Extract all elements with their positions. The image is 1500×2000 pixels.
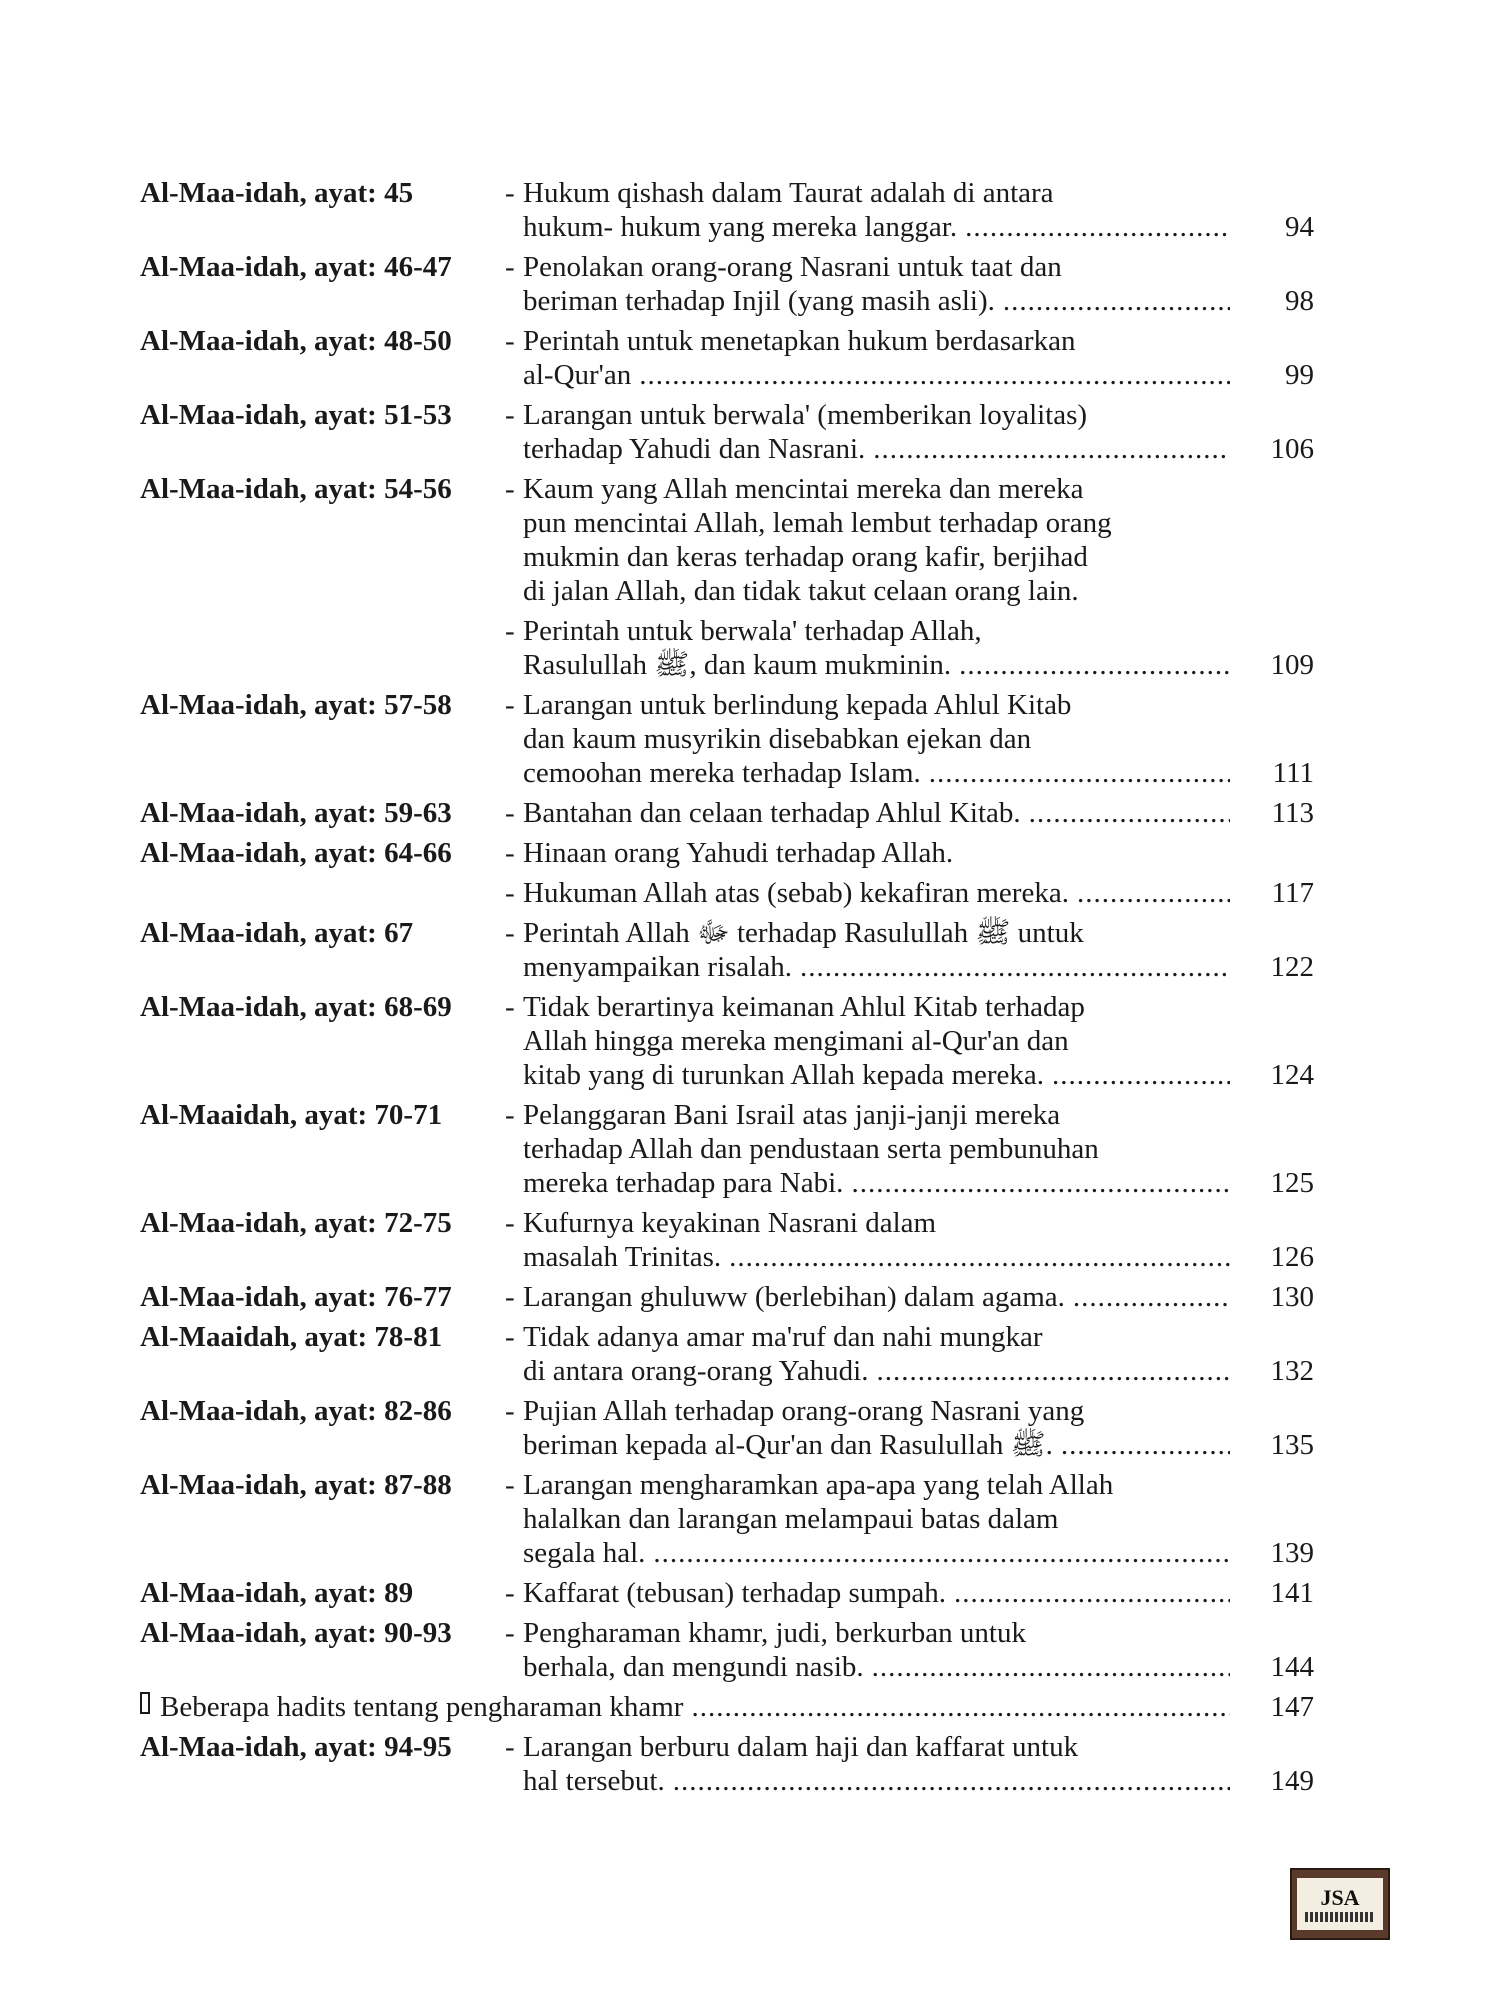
dash-icon: - <box>505 1099 515 1131</box>
toc-item-text: Penolakan orang-orang Nasrani untuk taat dan <box>523 251 1062 283</box>
dash-icon: - <box>505 1469 515 1501</box>
toc-item-line <box>505 250 1320 284</box>
toc-entry-items <box>505 1468 1320 1570</box>
dash-icon <box>505 756 523 790</box>
toc-item-text: beriman kepada al-Qur'an dan Rasulullah ﷺ. <box>523 1429 1053 1461</box>
dash-icon <box>505 284 523 318</box>
toc-item <box>505 1730 1320 1798</box>
dot-leader <box>1003 284 1230 318</box>
toc-item-line <box>505 1468 1320 1502</box>
dash-icon <box>505 506 523 540</box>
toc-entry-label: Al-Maaidah, ayat: 78-81 <box>140 1321 443 1353</box>
toc-entry-items <box>505 472 1320 682</box>
toc-item <box>505 1394 1320 1462</box>
toc-entry-label: Al-Maa-idah, ayat: 72-75 <box>140 1207 452 1239</box>
toc-item-line <box>505 1576 1320 1610</box>
dash-icon <box>505 1536 523 1570</box>
toc-item-text: hukum- hukum yang mereka langgar. <box>523 211 958 243</box>
toc-entry[interactable] <box>140 1616 1320 1684</box>
toc-item-line <box>505 1320 1320 1354</box>
toc-entry-label: Al-Maa-idah, ayat: 94-95 <box>140 1731 452 1763</box>
toc-entry[interactable] <box>140 1468 1320 1570</box>
dash-icon <box>505 1166 523 1200</box>
toc-page-number: 94 <box>1285 211 1314 243</box>
toc-item <box>505 796 1320 830</box>
toc-item-text: Larangan untuk berlindung kepada Ahlul Kitab <box>523 689 1072 721</box>
toc-item-text: Perintah untuk menetapkan hukum berdasarkan <box>523 325 1076 357</box>
toc-item-text: mukmin dan keras terhadap orang kafir, berjihad <box>523 541 1088 573</box>
toc-item-text: pun mencintai Allah, lemah lembut terhadap orang <box>523 507 1112 539</box>
dash-icon: - <box>505 399 515 431</box>
toc-entry[interactable] <box>140 796 1320 830</box>
toc-item-line <box>505 1764 1320 1798</box>
toc-entry-items <box>505 916 1320 984</box>
toc-item <box>505 1616 1320 1684</box>
toc-item-line <box>505 540 1320 574</box>
toc-page-number: 125 <box>1270 1167 1314 1199</box>
toc-item <box>505 836 1320 870</box>
toc-item-text: Allah hingga mereka mengimani al-Qur'an dan <box>523 1025 1069 1057</box>
toc-entry-items <box>505 1576 1320 1610</box>
dash-icon: - <box>505 1617 515 1649</box>
dash-icon: - <box>505 1395 515 1427</box>
toc-page-number: 117 <box>1271 877 1314 909</box>
toc-entry-label: Al-Maaidah, ayat: 70-71 <box>140 1099 443 1131</box>
toc-item-line <box>505 1098 1320 1132</box>
toc-item-text: dan kaum musyrikin disebabkan ejekan dan <box>523 723 1032 755</box>
toc-item <box>505 250 1320 318</box>
toc-item-text: kitab yang di turunkan Allah kepada mereka. <box>523 1059 1045 1091</box>
dash-icon <box>505 540 523 574</box>
toc-page-number: 106 <box>1270 433 1314 465</box>
toc-entry[interactable] <box>140 324 1320 392</box>
toc-page-number: 144 <box>1270 1651 1314 1683</box>
dot-leader <box>877 1354 1231 1388</box>
toc-entry[interactable] <box>140 836 1320 910</box>
dash-icon <box>505 574 523 608</box>
toc-entry[interactable] <box>140 990 1320 1092</box>
dot-leader <box>691 1690 1230 1724</box>
dot-leader <box>872 1650 1230 1684</box>
toc-item-line <box>505 614 1320 648</box>
toc-item-text: hal tersebut. <box>523 1765 665 1797</box>
dash-icon: - <box>505 615 515 647</box>
toc-item <box>505 1468 1320 1570</box>
toc-item <box>505 176 1320 244</box>
dot-leader <box>1029 796 1230 830</box>
dash-icon <box>505 1132 523 1166</box>
toc-entry-items <box>505 398 1320 466</box>
toc-entry-label: Al-Maa-idah, ayat: 54-56 <box>140 473 452 505</box>
toc-entry[interactable] <box>140 1098 1320 1200</box>
dot-leader <box>653 1536 1230 1570</box>
toc-entry-label: Al-Maa-idah, ayat: 68-69 <box>140 991 452 1023</box>
dash-icon: - <box>505 1321 515 1353</box>
toc-item-text: halalkan dan larangan melampaui batas dalam <box>523 1503 1059 1535</box>
toc-page-number: 124 <box>1270 1059 1314 1091</box>
toc-page-number: 132 <box>1270 1355 1314 1387</box>
toc-entry-label: Al-Maa-idah, ayat: 59-63 <box>140 797 452 829</box>
toc-item-line <box>505 1206 1320 1240</box>
dot-leader <box>1077 876 1230 910</box>
dot-leader <box>954 1576 1230 1610</box>
dash-icon <box>505 648 523 682</box>
toc-entry-text: Beberapa hadits tentang pengharaman khamr <box>160 1691 684 1723</box>
toc-entry-label: Al-Maa-idah, ayat: 89 <box>140 1577 414 1609</box>
toc-item-text: Tidak berartinya keimanan Ahlul Kitab terhadap <box>523 991 1085 1023</box>
dot-leader <box>800 950 1230 984</box>
dot-leader <box>959 648 1230 682</box>
toc-item-text: terhadap Allah dan pendustaan serta pembunuhan <box>523 1133 1099 1165</box>
toc-item-text: Hukum qishash dalam Taurat adalah di antara <box>523 177 1054 209</box>
toc-item-text: Larangan mengharamkan apa-apa yang telah Allah <box>523 1469 1114 1501</box>
toc-item-line <box>505 324 1320 358</box>
toc-item-line <box>505 722 1320 756</box>
dot-leader <box>1073 1280 1230 1314</box>
toc-entry-items <box>505 990 1320 1092</box>
toc-item-text: Larangan berburu dalam haji dan kaffarat untuk <box>523 1731 1079 1763</box>
dash-icon: - <box>505 325 515 357</box>
dash-icon <box>505 1502 523 1536</box>
toc-item-line <box>505 1536 1320 1570</box>
toc-entry-label: Al-Maa-idah, ayat: 67 <box>140 917 414 949</box>
toc-item-line <box>505 432 1320 466</box>
toc-item-text: al-Qur'an <box>523 359 632 391</box>
toc-page-number: 147 <box>1270 1691 1314 1723</box>
dash-icon: - <box>505 1207 515 1239</box>
toc-item-text: Tidak adanya amar ma'ruf dan nahi mungkar <box>523 1321 1043 1353</box>
dot-leader <box>929 756 1230 790</box>
toc-page-number: 122 <box>1270 951 1314 983</box>
toc-item-line <box>505 1166 1320 1200</box>
toc-item-line <box>505 836 1320 870</box>
toc-item-text: Bantahan dan celaan terhadap Ahlul Kitab. <box>523 797 1021 829</box>
toc-item-line <box>505 358 1320 392</box>
toc-item-line <box>505 916 1320 950</box>
toc-entry-items <box>505 836 1320 910</box>
toc-page-number: 135 <box>1270 1429 1314 1461</box>
toc-item-text: mereka terhadap para Nabi. <box>523 1167 844 1199</box>
toc-item-text: masalah Trinitas. <box>523 1241 722 1273</box>
dot-leader <box>673 1764 1230 1798</box>
toc-entry-items <box>505 688 1320 790</box>
toc-item-text: Hukuman Allah atas (sebab) kekafiran mereka. <box>523 877 1069 909</box>
toc-entry-items <box>505 1098 1320 1200</box>
toc-entry-items <box>505 176 1320 244</box>
toc-entry-items <box>505 1730 1320 1798</box>
toc-entry-items <box>505 1206 1320 1274</box>
toc-item-line <box>505 796 1320 830</box>
toc-item-text: Pelanggaran Bani Israil atas janji-janji mereka <box>523 1099 1061 1131</box>
toc-item-line <box>505 1650 1320 1684</box>
toc-item <box>505 614 1320 682</box>
toc-entry-label: Al-Maa-idah, ayat: 57-58 <box>140 689 452 721</box>
toc-item-text: Pengharaman khamr, judi, berkurban untuk <box>523 1617 1026 1649</box>
dash-icon: - <box>505 689 515 721</box>
toc-entry[interactable] <box>140 1320 1320 1388</box>
toc-entry[interactable] <box>140 1394 1320 1462</box>
toc-entry-label: Al-Maa-idah, ayat: 51-53 <box>140 399 452 431</box>
dash-icon <box>505 1764 523 1798</box>
dot-leader <box>1061 1428 1230 1462</box>
logo-pattern-icon <box>1305 1912 1375 1922</box>
toc-item-text: Kaffarat (tebusan) terhadap sumpah. <box>523 1577 947 1609</box>
toc-entry-label: Al-Maa-idah, ayat: 64-66 <box>140 837 452 869</box>
toc-item-line <box>505 648 1320 682</box>
toc-page-number: 99 <box>1285 359 1314 391</box>
toc-page-number: 139 <box>1270 1537 1314 1569</box>
dash-icon: - <box>505 917 515 949</box>
toc-entry-items <box>505 1320 1320 1388</box>
toc-page-number: 98 <box>1285 285 1314 317</box>
toc-item-text: Larangan ghuluww (berlebihan) dalam agama. <box>523 1281 1065 1313</box>
toc-item-text: segala hal. <box>523 1537 646 1569</box>
toc-page-number: 141 <box>1270 1577 1314 1609</box>
dash-icon: - <box>505 797 515 829</box>
toc-entry[interactable] <box>140 176 1320 244</box>
toc-item-text: Rasulullah ﷺ, dan kaum mukminin. <box>523 649 952 681</box>
toc-entry-items <box>505 1616 1320 1684</box>
toc-item-text: Kufurnya keyakinan Nasrani dalam <box>523 1207 937 1239</box>
toc-item-line <box>505 1428 1320 1462</box>
dot-leader <box>851 1166 1230 1200</box>
toc-item-line <box>505 1394 1320 1428</box>
dash-icon <box>505 722 523 756</box>
dash-icon: - <box>505 1281 515 1313</box>
toc-entry[interactable] <box>140 1280 1320 1314</box>
toc-item-text: berhala, dan mengundi nasib. <box>523 1651 864 1683</box>
toc-item-line <box>505 950 1320 984</box>
toc-item-text: Kaum yang Allah mencintai mereka dan mereka <box>523 473 1084 505</box>
toc-item <box>505 916 1320 984</box>
checkbox-square-icon <box>140 1692 150 1714</box>
toc-item <box>505 1320 1320 1388</box>
dash-icon: - <box>505 877 515 909</box>
toc-page-number: 126 <box>1270 1241 1314 1273</box>
toc-entry[interactable] <box>140 1576 1320 1610</box>
dash-icon <box>505 950 523 984</box>
dash-icon <box>505 1354 523 1388</box>
dash-icon <box>505 1428 523 1462</box>
toc-item-line <box>505 472 1320 506</box>
toc-item <box>505 1576 1320 1610</box>
toc-item <box>505 990 1320 1092</box>
toc-standalone-entry[interactable] <box>140 1690 1320 1724</box>
toc-item-line <box>505 876 1320 910</box>
toc-item-line <box>505 506 1320 540</box>
toc-item-text: cemoohan mereka terhadap Islam. <box>523 757 921 789</box>
dot-leader <box>1052 1058 1230 1092</box>
toc-item-line <box>505 398 1320 432</box>
toc-item-text: Perintah untuk berwala' terhadap Allah, <box>523 615 982 647</box>
toc-item-text: Perintah Allah ﷻ terhadap Rasulullah ﷺ untuk <box>523 917 1084 949</box>
toc-item-line <box>505 1132 1320 1166</box>
toc-item <box>505 876 1320 910</box>
toc-item-line <box>505 574 1320 608</box>
toc-item-line <box>505 1024 1320 1058</box>
toc-item <box>505 398 1320 466</box>
toc-item-line <box>505 1280 1320 1314</box>
toc-entry-label: Al-Maa-idah, ayat: 87-88 <box>140 1469 452 1501</box>
toc-entry-items <box>505 1280 1320 1314</box>
toc-entry-items <box>505 250 1320 318</box>
dot-leader <box>729 1240 1230 1274</box>
dash-icon: - <box>505 177 515 209</box>
toc-entry-items <box>505 324 1320 392</box>
toc-entry[interactable] <box>140 398 1320 466</box>
toc-page-number: 130 <box>1270 1281 1314 1313</box>
dash-icon: - <box>505 1577 515 1609</box>
toc-entry-label: Al-Maa-idah, ayat: 46-47 <box>140 251 452 283</box>
toc-item-line <box>505 1354 1320 1388</box>
toc-entry[interactable] <box>140 1730 1320 1798</box>
dash-icon <box>505 1240 523 1274</box>
toc-item-text: Hinaan orang Yahudi terhadap Allah. <box>523 837 954 869</box>
dash-icon: - <box>505 1731 515 1763</box>
toc-item-line <box>505 1730 1320 1764</box>
dot-leader <box>965 210 1230 244</box>
dash-icon: - <box>505 991 515 1023</box>
toc-item-text: Larangan untuk berwala' (memberikan loyalitas) <box>523 399 1088 431</box>
toc-item-text: menyampaikan risalah. <box>523 951 792 983</box>
logo-text: JSA <box>1320 1884 1360 1910</box>
toc-entry-items <box>505 796 1320 830</box>
toc-entry[interactable] <box>140 250 1320 318</box>
toc-entry-label: Al-Maa-idah, ayat: 48-50 <box>140 325 452 357</box>
toc-entry-label: Al-Maa-idah, ayat: 82-86 <box>140 1395 452 1427</box>
dash-icon: - <box>505 837 515 869</box>
toc-item-text: di antara orang-orang Yahudi. <box>523 1355 869 1387</box>
toc-page-number: 113 <box>1271 797 1314 829</box>
toc-page-number: 111 <box>1272 757 1314 789</box>
dot-leader <box>639 358 1230 392</box>
toc-item-text: Pujian Allah terhadap orang-orang Nasrani yang <box>523 1395 1085 1427</box>
toc-item-text: di jalan Allah, dan tidak takut celaan orang lain. <box>523 575 1079 607</box>
toc-item-line <box>505 1616 1320 1650</box>
toc-entry[interactable] <box>140 916 1320 984</box>
dash-icon <box>505 358 523 392</box>
toc-item-line <box>505 990 1320 1024</box>
dash-icon <box>505 432 523 466</box>
toc-page-number: 149 <box>1270 1765 1314 1797</box>
toc-page-number: 109 <box>1270 649 1314 681</box>
toc-entry-label: Al-Maa-idah, ayat: 90-93 <box>140 1617 452 1649</box>
toc-item <box>505 1098 1320 1200</box>
toc-entry-items <box>505 1394 1320 1462</box>
dash-icon <box>505 1058 523 1092</box>
toc-item-line <box>505 176 1320 210</box>
toc-item-line <box>505 1058 1320 1092</box>
toc-entry-label: Al-Maa-idah, ayat: 45 <box>140 177 414 209</box>
toc-item-line <box>505 284 1320 318</box>
toc-entry-label: Al-Maa-idah, ayat: 76-77 <box>140 1281 452 1313</box>
dot-leader <box>873 432 1230 466</box>
toc-item-text: beriman terhadap Injil (yang masih asli). <box>523 285 995 317</box>
toc-item <box>505 1280 1320 1314</box>
toc-item-line <box>505 1502 1320 1536</box>
dash-icon: - <box>505 251 515 283</box>
dash-icon <box>505 1024 523 1058</box>
toc-item <box>505 688 1320 790</box>
toc-item-text: terhadap Yahudi dan Nasrani. <box>523 433 866 465</box>
toc-item-line <box>505 688 1320 722</box>
toc-item <box>505 1206 1320 1274</box>
toc-item-line <box>505 1240 1320 1274</box>
toc-item <box>505 324 1320 392</box>
toc-item <box>505 472 1320 608</box>
dash-icon <box>505 1650 523 1684</box>
toc-entry[interactable] <box>140 1206 1320 1274</box>
dash-icon <box>505 210 523 244</box>
toc-item-line <box>505 756 1320 790</box>
dash-icon: - <box>505 473 515 505</box>
toc-item-line <box>505 210 1320 244</box>
table-of-contents <box>140 176 1320 1804</box>
toc-entry[interactable] <box>140 688 1320 790</box>
toc-entry[interactable] <box>140 472 1320 682</box>
publisher-logo <box>1290 1868 1390 1940</box>
